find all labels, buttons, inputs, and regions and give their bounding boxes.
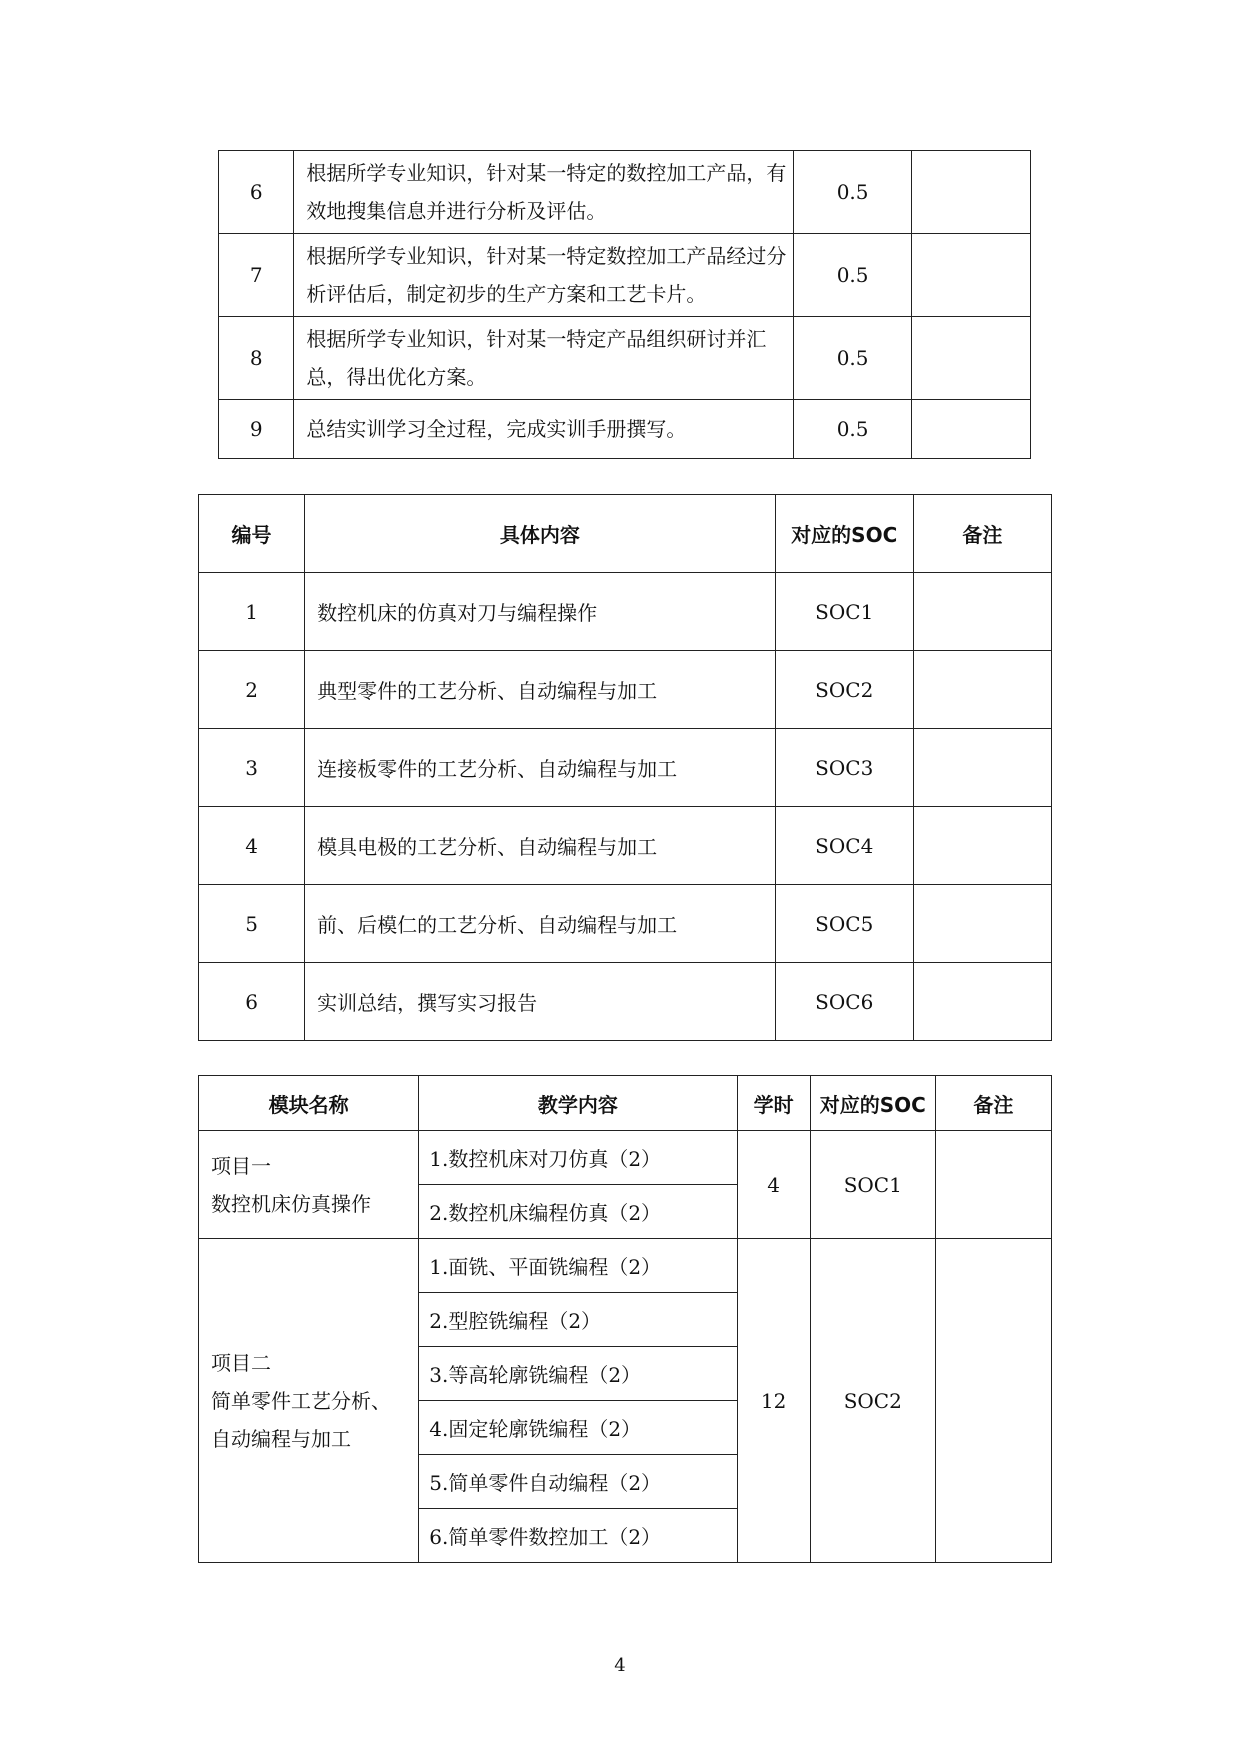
row-score: 0.5 [793, 400, 912, 459]
module-note [935, 1131, 1051, 1239]
row-note [913, 807, 1051, 885]
header-number: 编号 [199, 495, 305, 573]
row-content: 前、后模仁的工艺分析、自动编程与加工 [305, 885, 776, 963]
teaching-item: 3.等高轮廓铣编程（2） [419, 1347, 737, 1401]
table-row [199, 729, 1052, 807]
table-row [199, 963, 1052, 1041]
module-name-line: 项目二 [211, 1350, 271, 1375]
table-row [199, 573, 1052, 651]
table-row [219, 400, 1031, 459]
table-header-row [199, 1076, 1052, 1131]
row-score: 0.5 [793, 234, 912, 317]
row-note [912, 151, 1031, 234]
row-note [913, 885, 1051, 963]
module-name-line: 项目一 [211, 1153, 271, 1178]
row-soc: SOC1 [775, 573, 913, 651]
row-soc: SOC2 [775, 651, 913, 729]
module-note [935, 1239, 1051, 1563]
header-soc: 对应的SOC [810, 1076, 935, 1131]
row-note [912, 400, 1031, 459]
row-text: 总结实训学习全过程，完成实训手册撰写。 [294, 400, 793, 459]
objectives-table [218, 150, 1031, 459]
header-hours: 学时 [737, 1076, 810, 1131]
row-text: 根据所学专业知识，针对某一特定数控加工产品经过分析评估后，制定初步的生产方案和工艺卡片。 [294, 234, 793, 317]
row-content: 连接板零件的工艺分析、自动编程与加工 [305, 729, 776, 807]
module-soc: SOC1 [810, 1131, 935, 1239]
row-content: 实训总结，撰写实习报告 [305, 963, 776, 1041]
table-row [219, 151, 1031, 234]
row-number: 4 [199, 807, 305, 885]
header-note: 备注 [935, 1076, 1051, 1131]
row-note [913, 963, 1051, 1041]
row-number: 1 [199, 573, 305, 651]
row-content: 数控机床的仿真对刀与编程操作 [305, 573, 776, 651]
header-content: 具体内容 [305, 495, 776, 573]
row-note [913, 573, 1051, 651]
row-number: 3 [199, 729, 305, 807]
table-row [199, 885, 1052, 963]
row-number: 5 [199, 885, 305, 963]
row-number: 7 [219, 234, 294, 317]
row-number: 8 [219, 317, 294, 400]
teaching-item: 2.数控机床编程仿真（2） [419, 1185, 737, 1239]
module-soc: SOC2 [810, 1239, 935, 1563]
row-number: 6 [219, 151, 294, 234]
row-score: 0.5 [793, 317, 912, 400]
module-table [198, 1075, 1052, 1563]
row-number: 6 [199, 963, 305, 1041]
row-number: 2 [199, 651, 305, 729]
row-soc: SOC5 [775, 885, 913, 963]
table-header-row [199, 495, 1052, 573]
row-content: 典型零件的工艺分析、自动编程与加工 [305, 651, 776, 729]
module-name-line: 数控机床仿真操作 [211, 1191, 371, 1216]
header-module: 模块名称 [199, 1076, 419, 1131]
row-number: 9 [219, 400, 294, 459]
table-row [199, 651, 1052, 729]
module-hours: 12 [737, 1239, 810, 1563]
row-content: 模具电极的工艺分析、自动编程与加工 [305, 807, 776, 885]
row-note [913, 651, 1051, 729]
row-soc: SOC4 [775, 807, 913, 885]
module-name-line: 简单零件工艺分析、 [211, 1388, 391, 1413]
row-soc: SOC3 [775, 729, 913, 807]
row-text: 根据所学专业知识，针对某一特定的数控加工产品，有效地搜集信息并进行分析及评估。 [294, 151, 793, 234]
header-teaching-content: 教学内容 [419, 1076, 737, 1131]
header-soc: 对应的SOC [775, 495, 913, 573]
teaching-item: 4.固定轮廓铣编程（2） [419, 1401, 737, 1455]
page-number: 4 [614, 1655, 626, 1676]
row-soc: SOC6 [775, 963, 913, 1041]
table-row [199, 807, 1052, 885]
row-note [912, 234, 1031, 317]
teaching-item: 1.面铣、平面铣编程（2） [419, 1239, 737, 1293]
header-note: 备注 [913, 495, 1051, 573]
table-row [219, 317, 1031, 400]
content-soc-table [198, 494, 1052, 1041]
row-text: 根据所学专业知识，针对某一特定产品组织研讨并汇总，得出优化方案。 [294, 317, 793, 400]
teaching-item: 5.简单零件自动编程（2） [419, 1455, 737, 1509]
row-note [912, 317, 1031, 400]
module-name [199, 1131, 419, 1239]
teaching-item: 1.数控机床对刀仿真（2） [419, 1131, 737, 1185]
module-hours: 4 [737, 1131, 810, 1239]
row-score: 0.5 [793, 151, 912, 234]
table-row [199, 1131, 1052, 1185]
table-row [199, 1239, 1052, 1293]
teaching-item: 2.型腔铣编程（2） [419, 1293, 737, 1347]
module-name [199, 1239, 419, 1563]
table-row [219, 234, 1031, 317]
teaching-item: 6.简单零件数控加工（2） [419, 1509, 737, 1563]
row-note [913, 729, 1051, 807]
module-name-line: 自动编程与加工 [211, 1426, 351, 1451]
